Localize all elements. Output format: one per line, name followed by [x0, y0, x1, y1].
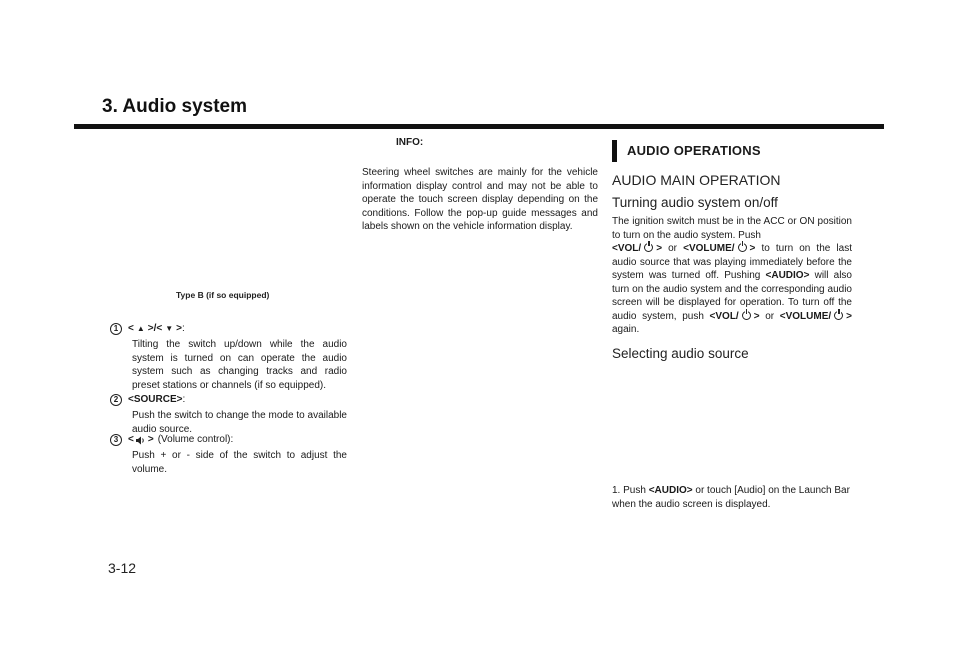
item-2-body: Push the switch to change the mode to available audio source. — [132, 410, 347, 435]
item-number-badge: 1 — [110, 323, 122, 335]
chapter-divider — [74, 124, 884, 129]
step-1: 1. Push <AUDIO> or touch [Audio] on the Launch Bar when the audio screen is displayed. — [612, 485, 850, 510]
info-text: Steering wheel switches are mainly for the vehicle information display control and may not be able to operate the touch screen display depending on the conditions. Follow the pop-up guide messages and labels shown on the vehicle information display. — [362, 167, 598, 232]
item-1-heading: 1 < ▲ >/< ▼ > : — [110, 322, 185, 336]
item-3-heading: 3 < > (Volume control): — [110, 433, 233, 447]
power-icon — [742, 311, 751, 320]
volume-speaker-icon — [136, 436, 146, 445]
page-number: 3-12 — [108, 560, 137, 576]
topic-heading-on-off: Turning audio system on/off — [612, 195, 778, 210]
on-off-paragraph: The ignition switch must be in the ACC or ON position to turn on the audio system. Push <VOL/ > or <VOLUME/ > to turn on the last audio source that was playing immediately before the system was turned off. Pushing <AUDIO> will also turn on the audio system and the corresponding audio screen will be displayed for operation. To turn off the audio system, push <VOL/ > or <VOLUME/ > again. — [612, 216, 852, 335]
item-1-body: Tilting the switch up/down while the audio system is turned on can operate the audio system such as changing tracks and radio preset stations or channels (if so equipped). — [132, 339, 347, 391]
info-label: INFO: — [396, 137, 424, 148]
power-icon — [644, 243, 653, 252]
section-subtitle: AUDIO MAIN OPERATION — [612, 172, 781, 188]
figure-caption: Type B (if so equipped) — [176, 290, 270, 300]
up-triangle-icon: ▲ — [136, 324, 145, 333]
item-number-badge: 2 — [110, 394, 122, 406]
item-2-heading: 2 <SOURCE> : — [110, 393, 185, 407]
power-icon — [738, 243, 747, 252]
section-marker — [612, 140, 617, 162]
power-icon — [834, 311, 843, 320]
down-triangle-icon: ▼ — [165, 324, 174, 333]
topic-heading-source: Selecting audio source — [612, 346, 749, 361]
chapter-title: 3. Audio system — [102, 96, 248, 117]
item-number-badge: 3 — [110, 434, 122, 446]
section-title: AUDIO OPERATIONS — [627, 143, 761, 158]
item-3-body: Push + or - side of the switch to adjust the volume. — [132, 450, 347, 475]
